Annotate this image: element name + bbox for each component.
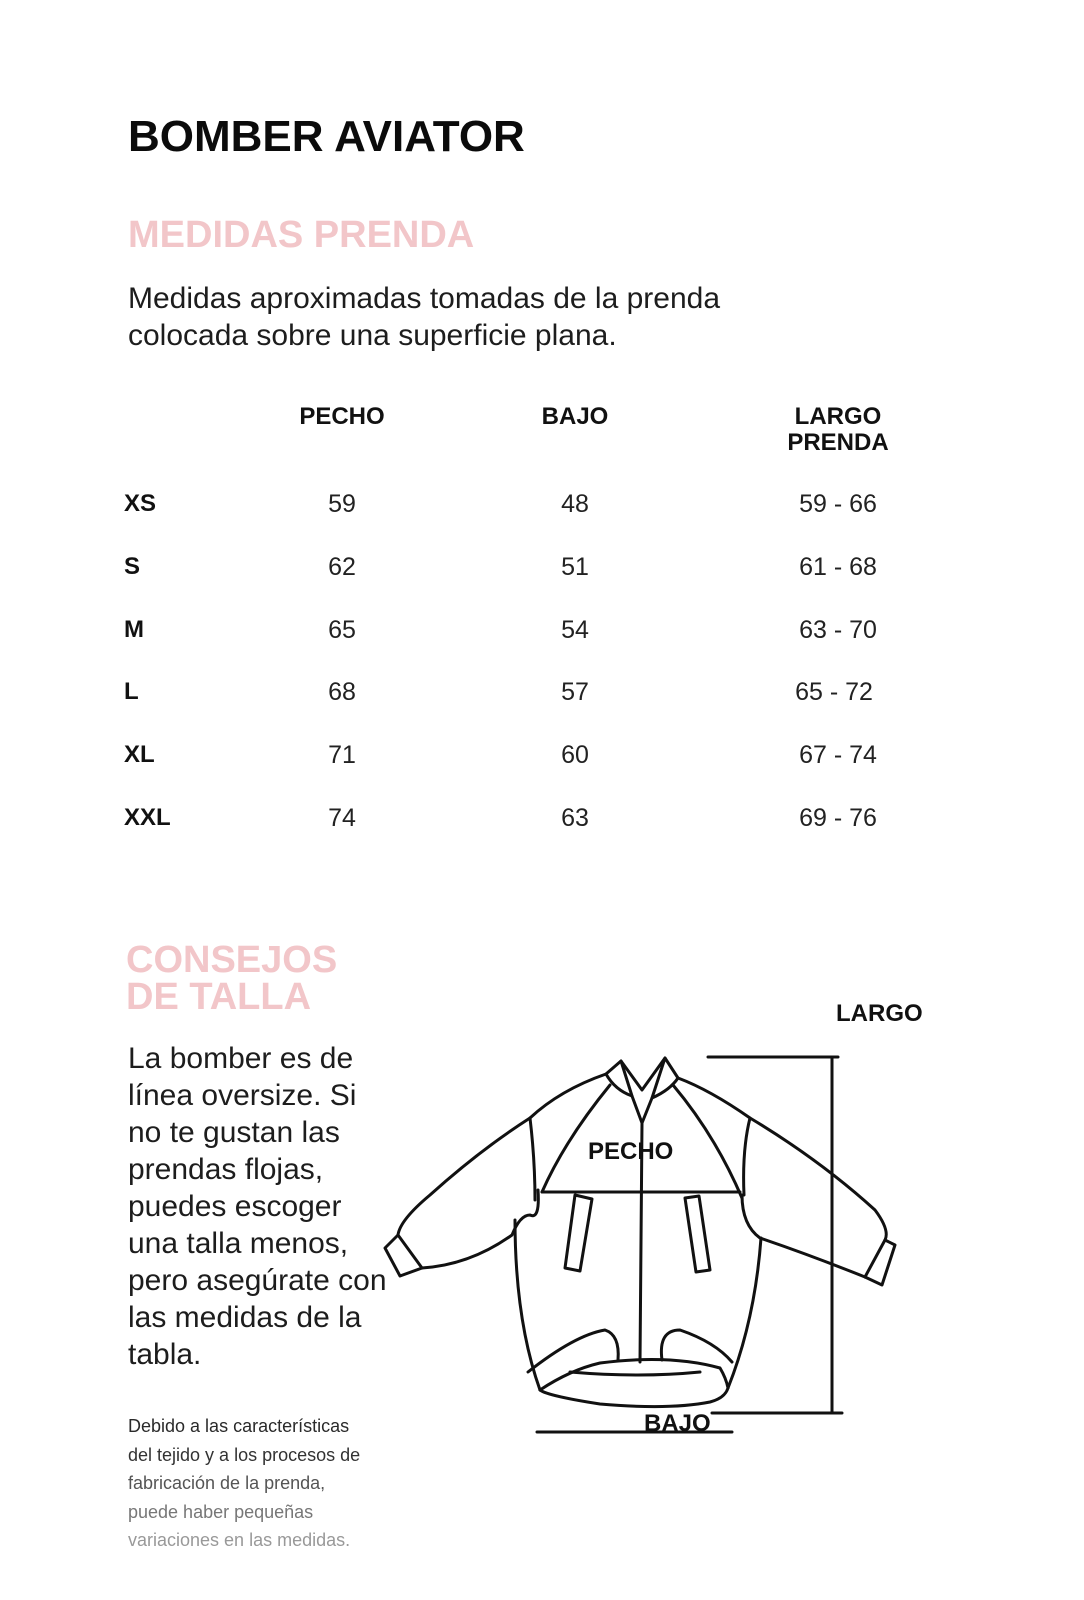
size-label: M — [124, 616, 144, 643]
size-label: S — [124, 553, 141, 580]
pecho-value: 74 — [328, 804, 356, 832]
pecho-value: 68 — [328, 678, 356, 706]
size-label: XXL — [124, 804, 171, 831]
label-pecho: PECHO — [588, 1138, 674, 1165]
jacket-diagram — [370, 990, 1010, 1450]
largo-value: 61 - 68 — [799, 553, 877, 581]
sizing-tip: La bomber es de línea oversize. Si no te gustan las prendas flojas, puedes escoger una talla menos, pero asegúrate con las medidas de la tabla. — [128, 1042, 387, 1371]
largo-value: 69 - 76 — [799, 804, 877, 832]
column-header-bajo: BAJO — [541, 403, 609, 430]
label-largo: LARGO — [836, 1000, 923, 1027]
column-header-largo-prenda: LARGO PRENDA — [787, 403, 889, 456]
largo-value: 63 - 70 — [799, 616, 877, 644]
bajo-value: 54 — [561, 616, 589, 644]
bomber-jacket-icon — [370, 990, 1010, 1450]
section-heading-medidas: MEDIDAS PRENDA — [128, 214, 475, 256]
pecho-value: 65 — [328, 616, 356, 644]
largo-value: 65 - 72 — [795, 678, 873, 706]
section-heading-consejos: CONSEJOS DE TALLA — [126, 939, 338, 1018]
measurements-intro: Medidas aproximadas tomadas de la prenda colocada sobre una superficie plana. — [128, 282, 721, 352]
bajo-value: 48 — [561, 490, 589, 518]
pecho-value: 71 — [328, 741, 356, 769]
bajo-value: 51 — [561, 553, 589, 581]
largo-value: 67 - 74 — [799, 741, 877, 769]
size-label: XS — [124, 490, 157, 517]
pecho-value: 62 — [328, 553, 356, 581]
bajo-value: 63 — [561, 804, 589, 832]
largo-value: 59 - 66 — [799, 490, 877, 518]
column-header-pecho: PECHO — [299, 403, 385, 430]
size-label: L — [124, 678, 139, 705]
label-bajo: BAJO — [644, 1410, 711, 1437]
size-label: XL — [124, 741, 155, 768]
pecho-value: 59 — [328, 490, 356, 518]
bajo-value: 60 — [561, 741, 589, 769]
bajo-value: 57 — [561, 678, 589, 706]
disclaimer-note: Debido a las características del tejido y a los procesos de fabricación de la prenda, puede haber pequeñas variaciones en las medidas. — [128, 1416, 361, 1550]
page-title: BOMBER AVIATOR — [128, 112, 525, 161]
